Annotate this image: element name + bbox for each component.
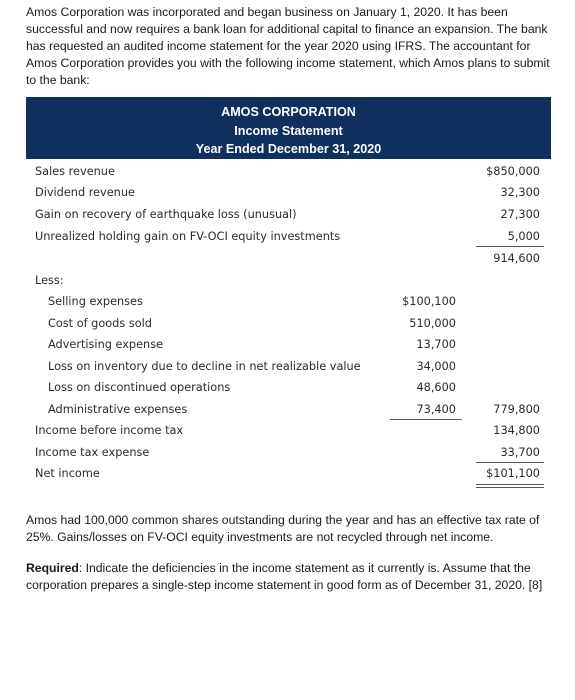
expense-label-cogs: Cost of goods sold — [48, 317, 152, 330]
expense-label-selling: Selling expenses — [48, 295, 143, 308]
income-before-tax-label: Income before income tax — [35, 424, 184, 437]
total-expenses-amount: 779,800 — [493, 403, 540, 416]
net-income-label: Net income — [35, 467, 100, 480]
income-before-tax-amount: 134,800 — [493, 424, 540, 437]
total-revenue-amount: 914,600 — [493, 252, 540, 265]
statement-period: Year Ended December 31, 2020 — [195, 142, 382, 156]
tax-expense-label: Income tax expense — [35, 446, 150, 459]
required-label: Required — [26, 561, 79, 575]
tax-expense-amount: 33,700 — [500, 446, 540, 459]
statement-header — [26, 97, 551, 159]
revenue-amount-unrealized-gain: 5,000 — [507, 230, 540, 243]
net-income-double-rule-bottom — [476, 487, 544, 488]
revenue-amount-gain-recovery: 27,300 — [500, 208, 540, 221]
net-income-amount: $101,100 — [486, 467, 540, 480]
revenue-label-dividend: Dividend revenue — [35, 186, 135, 199]
company-name: AMOS CORPORATION — [221, 105, 356, 119]
less-label: Less: — [35, 274, 64, 287]
expense-label-discontinued: Loss on discontinued operations — [48, 381, 231, 394]
expense-amount-selling: $100,100 — [402, 295, 456, 308]
total-revenue-rule — [476, 246, 544, 247]
expense-amount-cogs: 510,000 — [409, 317, 456, 330]
revenue-amount-dividend: 32,300 — [500, 186, 540, 199]
expense-label-advertising: Advertising expense — [48, 338, 164, 351]
expense-label-administrative: Administrative expenses — [48, 403, 188, 416]
expense-amount-inventory-loss: 34,000 — [416, 360, 456, 373]
intro-paragraph: Amos Corporation was incorporated and began business on January 1, 2020. It has been successful and now requires a bank loan for additional capital to finance an expansion. The bank has requested an audited income statement for the year 2020 using IFRS. The accountant for Amos Corporation provides you with the following income statement, which Amos plans to submit to the bank: — [26, 5, 550, 87]
revenue-label-unrealized-gain: Unrealized holding gain on FV-OCI equity investments — [35, 230, 341, 243]
note-paragraph: Amos had 100,000 common shares outstanding during the year and has an effective tax rate of 25%. Gains/losses on FV-OCI equity investments are not recycled through net income. — [26, 513, 540, 544]
net-income-double-rule-top — [476, 484, 544, 485]
required-paragraph — [26, 560, 556, 594]
statement-title: Income Statement — [234, 123, 343, 138]
expense-amount-discontinued: 48,600 — [416, 381, 456, 394]
expense-label-inventory-loss: Loss on inventory due to decline in net realizable value — [48, 360, 361, 373]
net-income-rule — [476, 462, 544, 463]
revenue-label-sales: Sales revenue — [35, 165, 115, 178]
revenue-amount-sales: $850,000 — [486, 165, 540, 178]
expense-amount-administrative: 73,400 — [416, 403, 456, 416]
revenue-label-gain-recovery: Gain on recovery of earthquake loss (unusual) — [35, 208, 297, 221]
expense-amount-advertising: 13,700 — [416, 338, 456, 351]
required-text: : Indicate the deficiencies in the income statement as it currently is. Assume that the corporation prepares a single-step income statement in good form as of December 31, 2020. [8] — [26, 561, 543, 592]
expenses-subtotal-rule — [390, 419, 462, 420]
